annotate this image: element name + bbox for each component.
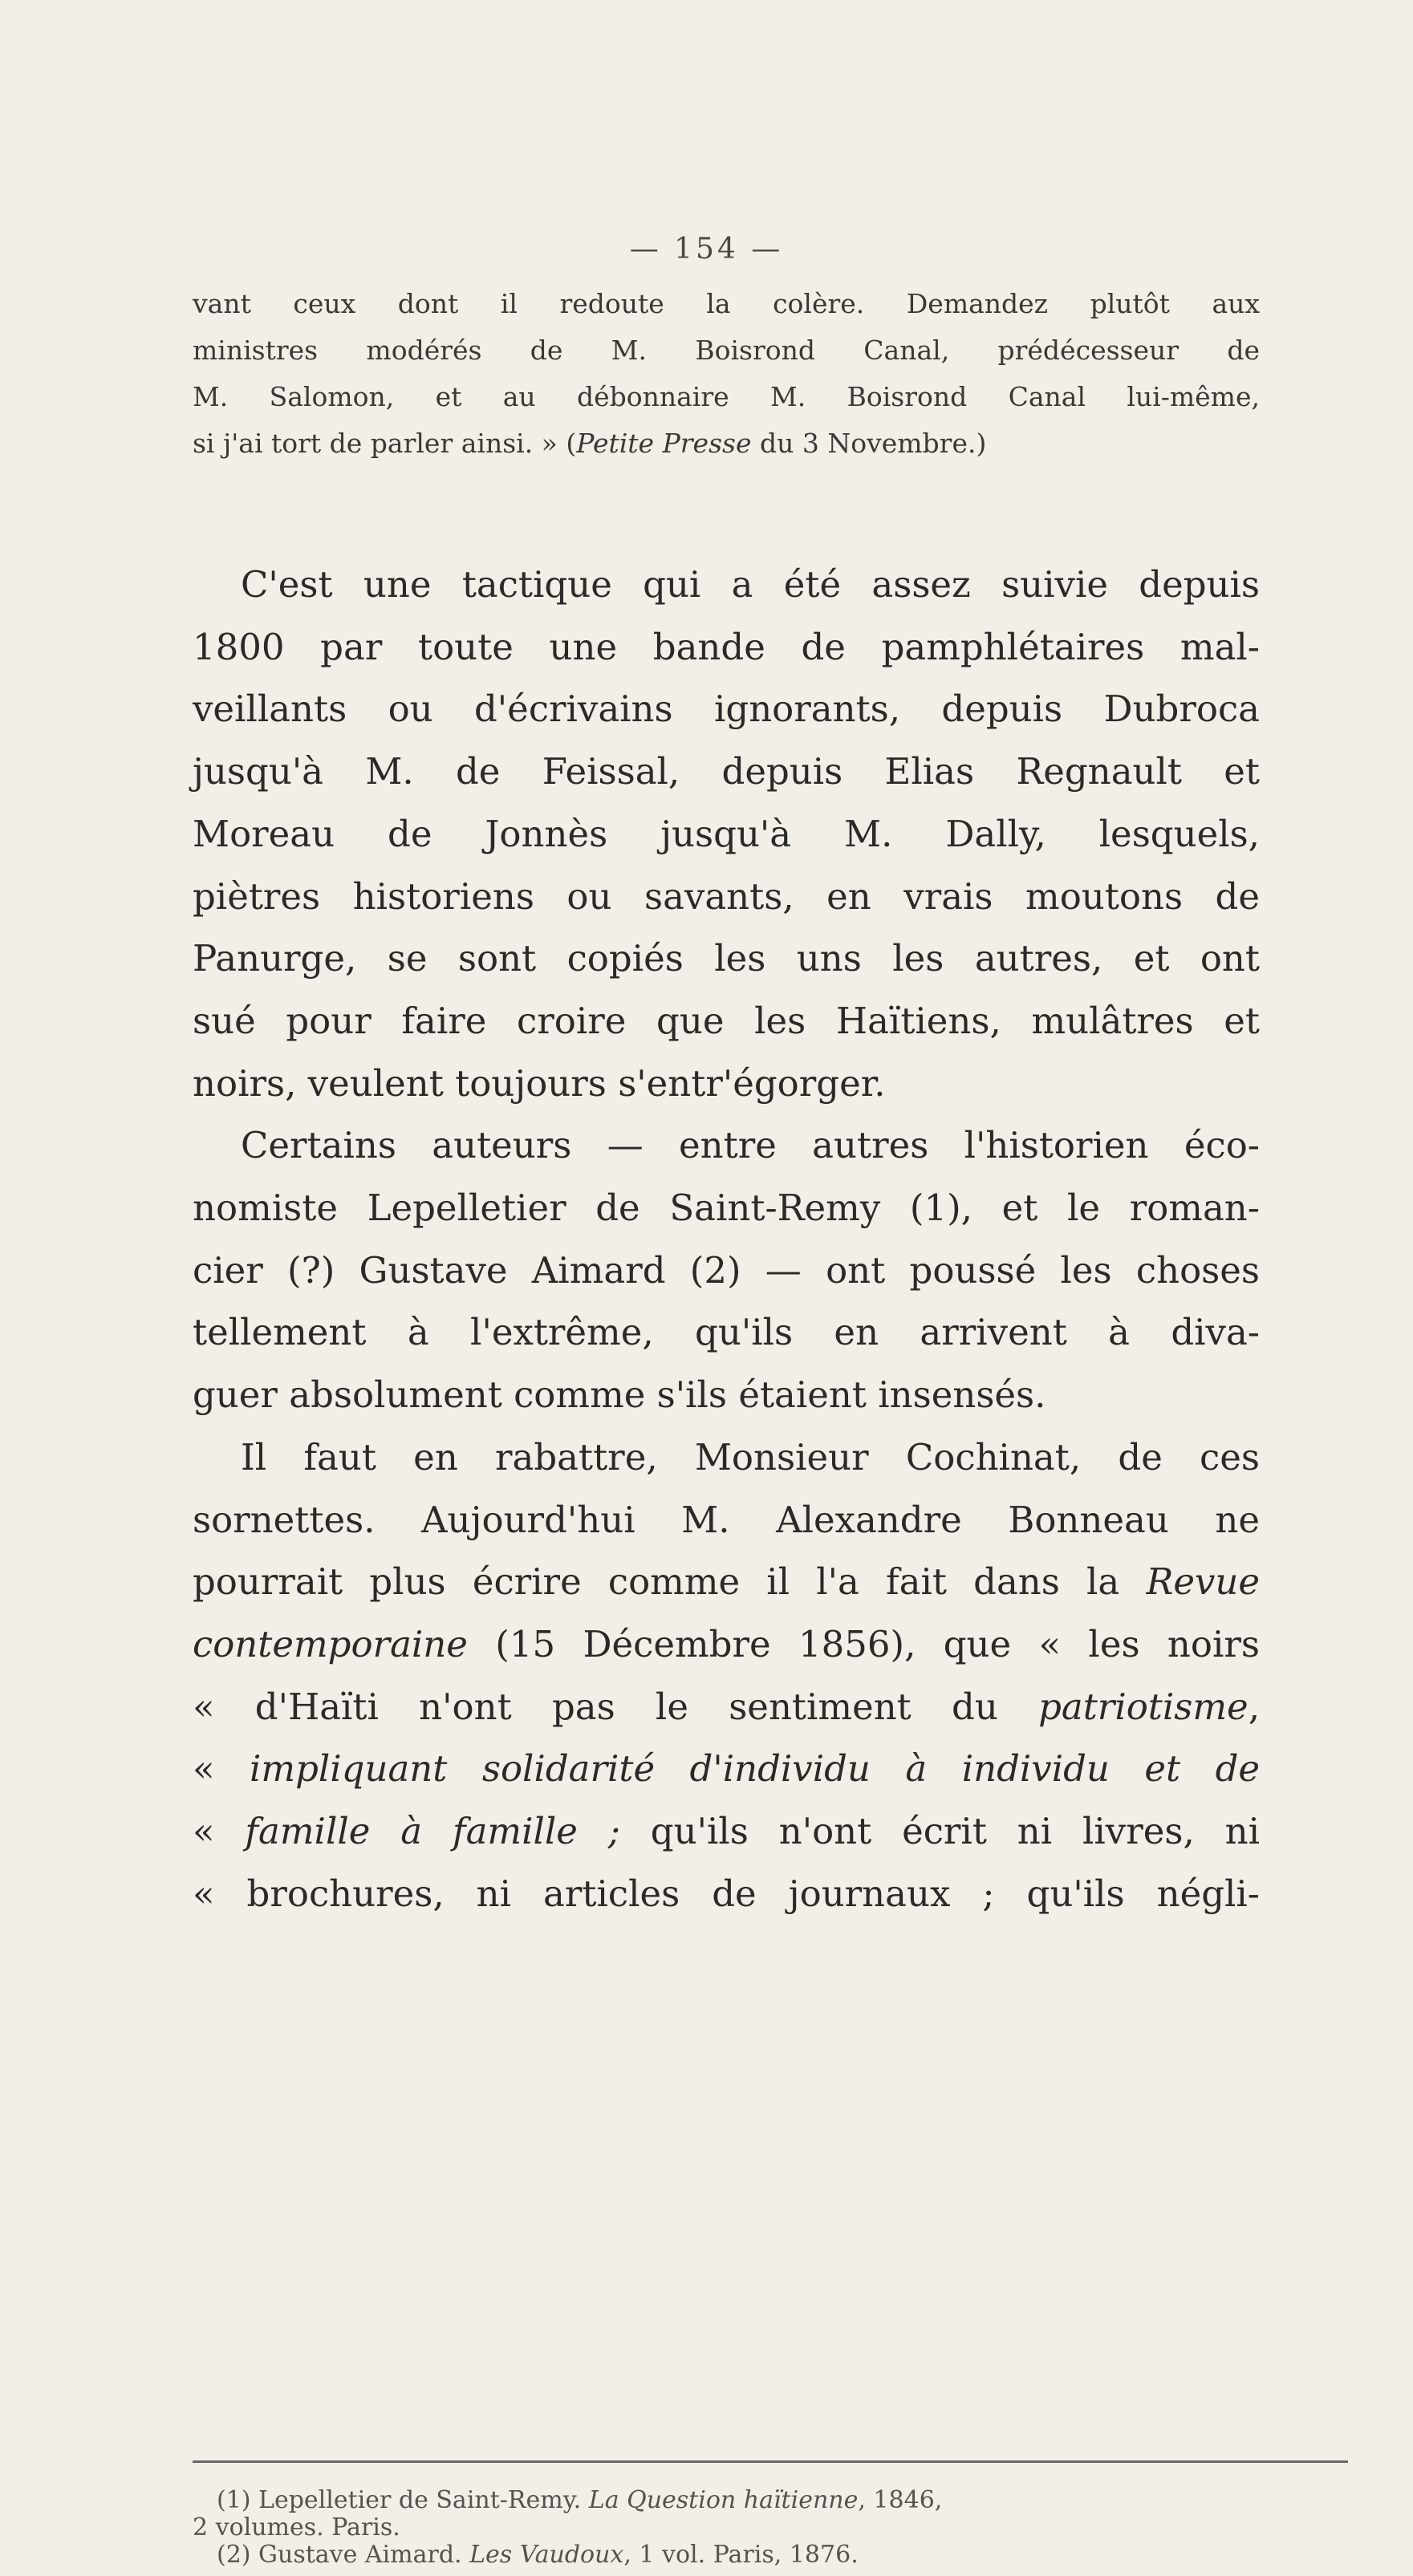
text-line: sornettes. Aujourd'hui M. Alexandre Bonneau ne <box>193 1498 1260 1541</box>
main-text <box>193 554 1260 1925</box>
footnote-title: La Question haïtienne <box>588 2486 859 2514</box>
text-line: guer absolument comme s'ils étaient insensés. <box>193 1373 1046 1417</box>
text-line: sué pour faire croire que les Haïtiens, mulâtres et <box>193 999 1260 1042</box>
quoted-passage <box>193 281 1260 467</box>
text-line: Certains auteurs — entre autres l'historien éco- <box>241 1124 1260 1167</box>
text-line: noirs, veulent toujours s'entr'égorger. <box>193 1061 886 1105</box>
quote-line-source: si j'ai tort de parler ainsi. » (Petite Presse du 3 Novembre.) <box>193 428 987 459</box>
footnote-1: (1) Lepelletier de Saint-Remy. La Question haïtienne, 1846, <box>217 2486 943 2514</box>
footnotes <box>193 2487 1348 2569</box>
page-number: — 154 — <box>629 233 784 266</box>
journal-title: Revue <box>1146 1560 1260 1604</box>
text-line: Panurge, se sont copiés les uns les autres, et ont <box>193 937 1260 980</box>
text-line: C'est une tactique qui a été assez suivie depuis <box>241 563 1260 606</box>
journal-title: contemporaine <box>193 1622 468 1665</box>
quote-line: ministres modérés de M. Boisrond Canal, prédécesseur de <box>193 335 1260 366</box>
text-line: « impliquant solidarité d'individu à individu et de <box>193 1747 1261 1791</box>
text-line: Moreau de Jonnès jusqu'à M. Dally, lesquels, <box>193 812 1260 855</box>
footnote-2: (2) Gustave Aimard. Les Vaudoux, 1 vol. Paris, 1876. <box>217 2541 859 2569</box>
italic-quote: impliquant solidarité d'individu à individu et de <box>250 1747 1261 1791</box>
footnote-1-continued: 2 volumes. Paris. <box>193 2513 400 2542</box>
footnote-divider <box>193 2460 1348 2463</box>
text-line: 1800 par toute une bande de pamphlétaires mal- <box>193 625 1260 668</box>
italic-term: patriotisme <box>1038 1685 1249 1728</box>
quote-line: M. Salomon, et au débonnaire M. Boisrond Canal lui-même, <box>193 381 1260 412</box>
text-line: pourrait plus écrire comme il l'a fait dans la Revue <box>193 1560 1260 1604</box>
footnote-title: Les Vaudoux <box>469 2541 624 2569</box>
text-line: cier (?) Gustave Aimard (2) — ont poussé les choses <box>193 1248 1260 1292</box>
text-line: veillants ou d'écrivains ignorants, depuis Dubroca <box>193 688 1260 731</box>
italic-quote: famille à famille ; <box>245 1810 620 1853</box>
quote-line: vant ceux dont il redoute la colère. Demandez plutôt aux <box>193 288 1260 319</box>
text-line: jusqu'à M. de Feissal, depuis Elias Regnault et <box>193 750 1260 793</box>
text-line: « d'Haïti n'ont pas le sentiment du patriotisme, <box>193 1685 1260 1728</box>
text-line: contemporaine (15 Décembre 1856), que « les noirs <box>193 1622 1260 1665</box>
text-line: « brochures, ni articles de journaux ; qu'ils négli- <box>193 1872 1260 1915</box>
source-title: Petite Presse <box>576 428 752 459</box>
text-line: tellement à l'extrême, qu'ils en arrivent à diva- <box>193 1311 1260 1354</box>
text-line: nomiste Lepelletier de Saint-Remy (1), et le roman- <box>193 1187 1260 1230</box>
text-line: « famille à famille ; qu'ils n'ont écrit ni livres, ni <box>193 1810 1261 1853</box>
text-line: Il faut en rabattre, Monsieur Cochinat, de ces <box>241 1435 1260 1479</box>
text-line: piètres historiens ou savants, en vrais moutons de <box>193 874 1260 918</box>
